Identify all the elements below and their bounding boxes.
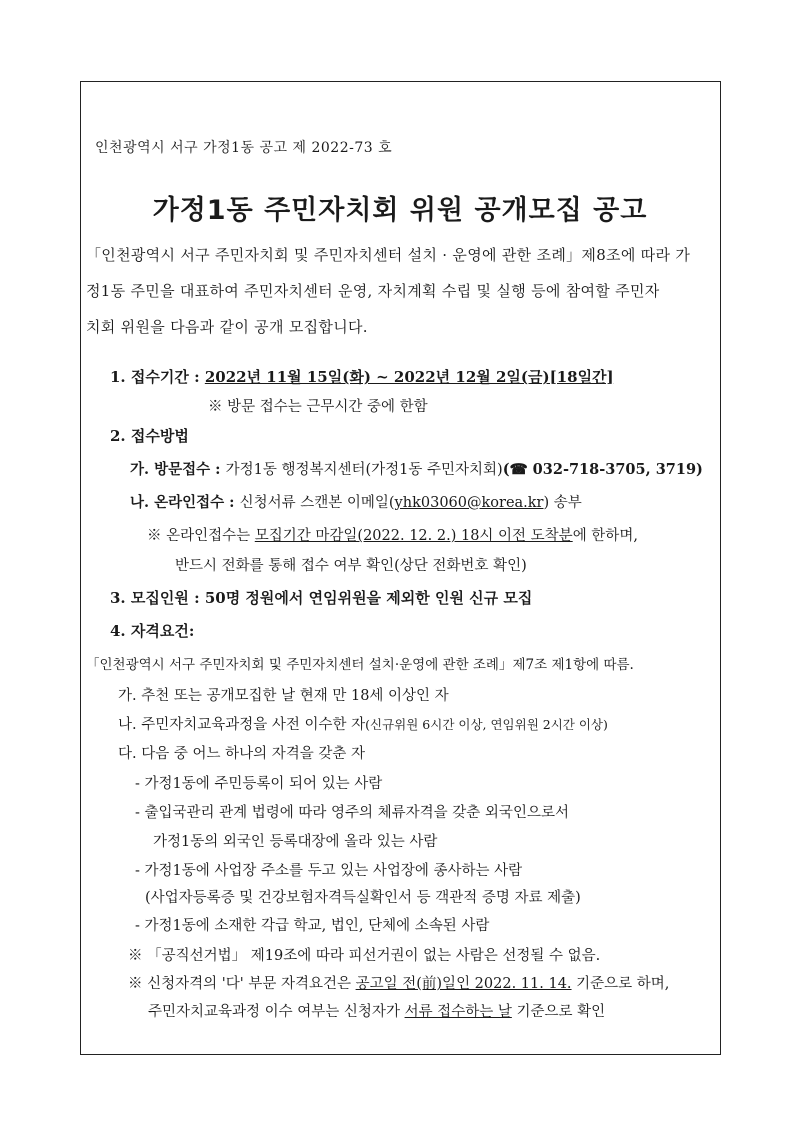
section-3-label: 3. 모집인원 : bbox=[110, 589, 205, 607]
visit-phone: (☎ 032-718-3705, 3719) bbox=[502, 461, 703, 478]
notice-number: 인천광역시 서구 가정1동 공고 제 2022-73 호 bbox=[95, 140, 393, 156]
visit-text: 가정1동 행정복지센터(가정1동 주민자치회) bbox=[225, 462, 503, 478]
qualification-a: 가. 추천 또는 공개모집한 날 현재 만 18세 이상인 자 bbox=[118, 688, 449, 704]
qualification-c3a: - 가정1동에 사업장 주소를 두고 있는 사업장에 종사하는 사람 bbox=[135, 863, 523, 879]
criteria-date-note bbox=[128, 972, 669, 993]
section-1-note: ※ 방문 접수는 근무시간 중에 한함 bbox=[208, 399, 428, 415]
intro-line-2: 정1동 주민을 대표하여 주민자치센터 운영, 자치계획 수립 및 실행 등에 참여할 주민자 bbox=[86, 282, 660, 300]
application-period: 2022년 11월 15일(화) ~ 2022년 12월 2일(금)[18일간] bbox=[204, 368, 614, 386]
qualification-c2a: - 출입국관리 관계 법령에 따라 영주의 체류자격을 갖춘 외국인으로서 bbox=[135, 805, 569, 821]
section-1-period bbox=[110, 366, 614, 387]
criteria-date-underlined: 공고일 전(前)일인 2022. 11. 14. bbox=[355, 976, 572, 992]
qualification-b bbox=[118, 713, 608, 734]
section-1-label: 1. 접수기간 : bbox=[110, 368, 205, 386]
criteria-note-b: 기준으로 하며, bbox=[571, 976, 670, 992]
online-note-1a: ※ 온라인접수는 bbox=[147, 528, 255, 544]
online-note-1 bbox=[147, 524, 638, 545]
section-3-recruit bbox=[110, 587, 532, 608]
online-note-1b: 에 한하며, bbox=[572, 528, 638, 544]
online-text-b: ) 송부 bbox=[543, 495, 582, 511]
qualification-b-main: 나. 주민자치교육과정을 사전 이수한 자 bbox=[118, 717, 366, 733]
criteria-note-a: ※ 신청자격의 '다' 부문 자격요건은 bbox=[128, 976, 356, 992]
section-4-heading: 4. 자격요건: bbox=[110, 622, 195, 640]
deadline-underlined: 모집기간 마감일(2022. 12. 2.) 18시 이전 도착분 bbox=[254, 528, 573, 544]
visit-label: 가. 방문접수 : bbox=[130, 461, 226, 478]
education-check-note bbox=[148, 1000, 605, 1021]
qualification-c2b: 가정1동의 외국인 등록대장에 올라 있는 사람 bbox=[153, 834, 438, 850]
email-link[interactable]: yhk03060@korea.kr bbox=[394, 495, 544, 511]
online-text-a: 신청서류 스캔본 이메일( bbox=[239, 495, 395, 511]
qualification-b-detail: (신규위원 6시간 이상, 연임위원 2시간 이상) bbox=[365, 717, 608, 732]
intro-line-3: 치회 위원을 다음과 같이 공개 모집합니다. bbox=[86, 318, 368, 336]
online-label: 나. 온라인접수 : bbox=[130, 494, 240, 511]
qualification-c: 다. 다음 중 어느 하나의 자격을 갖춘 자 bbox=[118, 746, 365, 762]
section-2-heading: 2. 접수방법 bbox=[110, 427, 189, 445]
page-title: 가정1동 주민자치회 위원 공개모집 공고 bbox=[152, 195, 648, 226]
visit-application bbox=[130, 458, 703, 479]
education-note-b: 기준으로 확인 bbox=[511, 1004, 606, 1020]
education-note-a: 주민자치교육과정 이수 여부는 신청자가 bbox=[148, 1004, 405, 1020]
qualification-c4: - 가정1동에 소재한 각급 학교, 법인, 단체에 소속된 사람 bbox=[135, 918, 490, 934]
qualification-c1: - 가정1동에 주민등록이 되어 있는 사람 bbox=[135, 776, 383, 792]
section-3-text: 50명 정원에서 연임위원을 제외한 인원 신규 모집 bbox=[204, 589, 533, 607]
qualification-c3b: (사업자등록증 및 건강보험자격득실확인서 등 객관적 증명 자료 제출) bbox=[145, 890, 581, 906]
online-note-2: 반드시 전화를 통해 접수 여부 확인(상단 전화번호 확인) bbox=[175, 558, 527, 574]
submission-day-underlined: 서류 접수하는 날 bbox=[404, 1004, 512, 1020]
qualification-basis: 「인천광역시 서구 주민자치회 및 주민자치센터 설치·운영에 관한 조례」제7조 제1항에 따름. bbox=[86, 657, 634, 673]
online-application bbox=[130, 491, 582, 512]
election-law-note: ※ 「공직선거법」 제19조에 따라 피선거권이 없는 사람은 선정될 수 없음. bbox=[128, 948, 601, 964]
intro-line-1: 「인천광역시 서구 주민자치회 및 주민자치센터 설치 · 운영에 관한 조례」제8조에 따라 가 bbox=[86, 246, 691, 264]
